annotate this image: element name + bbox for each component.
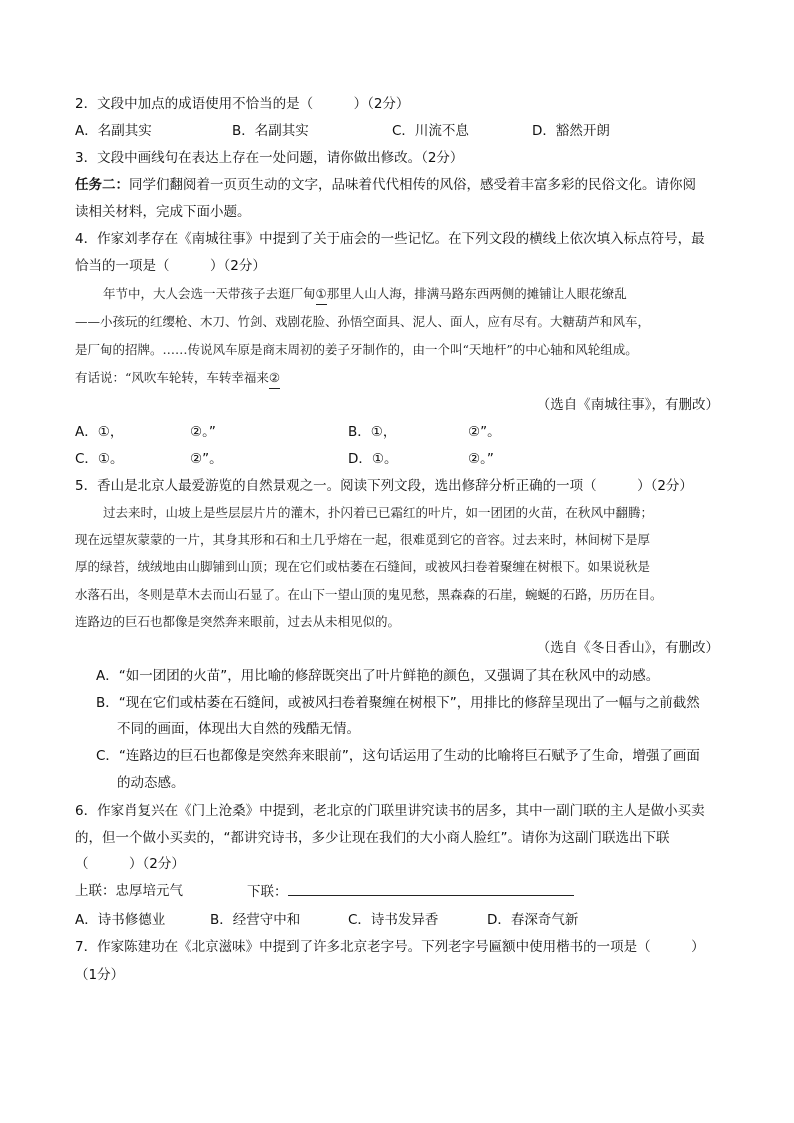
- q4-option-a-1: A．①，: [75, 424, 124, 440]
- q5-passage-line: 过去来时，山坡上是些层层片片的灌木，扑闪着已已霜红的叶片，如一团团的火苗，在秋风中翻腾；: [103, 505, 654, 520]
- q7-stem: 7．作家陈建功在《北京滋味》中提到了许多北京老字号。下列老字号匾额中使用楷书的一项是（ ）: [75, 939, 705, 955]
- q4-option-a-2: ②。”: [190, 424, 216, 440]
- task2-intro: [75, 175, 696, 195]
- q5-option-c-cont: 的动态感。: [117, 775, 185, 791]
- q4-passage-line: 年节中，大人会选一天带孩子去逛厂甸①那里人山人海，排满马路东西两侧的摊铺让人眼花缭乱: [103, 284, 627, 305]
- q4-passage-line: 是厂甸的招牌。……传说风车原是商末周初的姜子牙制作的，由一个叫“天地杆”的中心轴和风轮组成。: [75, 342, 638, 357]
- q5-option-a: A．“如一团团的火苗”，用比喻的修辞既突出了叶片鲜艳的颜色，又强调了其在秋风中的动感。: [96, 668, 660, 684]
- task2-text: 同学们翻阅着一页页生动的文字，品味着代代相传的风俗，感受着丰富多彩的民俗文化。请你阅: [129, 177, 696, 193]
- q4-source: （选自《南城往事》，有删改）: [536, 397, 719, 413]
- q6-option-d: D．春深奇气新: [487, 912, 579, 928]
- q6-upper-couplet: 上联：忠厚培元气: [75, 883, 183, 899]
- q4-option-d-1: D．①。: [348, 451, 398, 467]
- q5-source: （选自《冬日香山》，有删改）: [536, 640, 719, 656]
- q5-option-b-cont: 不同的画面，体现出大自然的残酷无情。: [117, 721, 360, 737]
- q6-option-a: A．诗书修德业: [75, 912, 166, 928]
- q5-option-c: C．“连路边的巨石也都像是突然奔来眼前”，这句话运用了生动的比喻将巨石赋予了生命，增强了画面: [96, 748, 700, 764]
- q6-stem-cont: （ ）（2分）: [75, 856, 185, 872]
- task2-label: 任务二：: [75, 177, 129, 193]
- q7-stem-cont: （1分）: [75, 967, 125, 983]
- q4-blank-1: ①: [316, 284, 327, 305]
- q6-answer-blank[interactable]: [288, 881, 574, 896]
- q2-option-b: B．名副其实: [232, 123, 309, 139]
- q4-stem-cont: 恰当的一项是（ ）（2分）: [75, 258, 266, 274]
- q5-passage-line: 水落石出，冬则是草木去而山石显了。在山下一望山顶的鬼见愁，黑森森的石崖，蜿蜒的石路，历历在目。: [75, 587, 663, 602]
- q4-option-c-1: C．①。: [75, 451, 124, 467]
- q2-option-c: C．川流不息: [392, 123, 469, 139]
- q4-stem: 4．作家刘孝存在《南城往事》中提到了关于庙会的一些记忆。在下列文段的横线上依次填入标点符号，最: [75, 231, 705, 247]
- q5-stem: 5．香山是北京人最爱游览的自然景观之一。阅读下列文段，选出修辞分析正确的一项（ ）（2分）: [75, 478, 693, 494]
- q5-passage-line: 连路边的巨石也都像是突然奔来眼前，过去从未相见似的。: [75, 614, 401, 629]
- q6-lower-label: 下联：: [247, 884, 288, 900]
- q5-passage-line: 厚的绿苔，绒绒地由山脚铺到山顶；现在它们或枯萎在石缝间，或被风扫卷着聚缠在树根下。如果说秋是: [75, 559, 651, 574]
- q4-blank-2: ②: [269, 368, 280, 389]
- q6-stem-cont: 的，但一个做小买卖的，“都讲究诗书，多少让现在我们的大小商人脸红”。请你为这副门联选出下联: [75, 830, 670, 846]
- q2-option-a: A．名副其实: [75, 123, 152, 139]
- q4-passage-line: 有话说：“风吹车轮转，车转幸福来②: [75, 368, 280, 389]
- q2-stem: 2．文段中加点的成语使用不恰当的是（ ）（2分）: [75, 96, 410, 112]
- q6-option-c: C．诗书发异香: [348, 912, 439, 928]
- q4-option-d-2: ②。”: [468, 451, 494, 467]
- q3-stem: 3．文段中画线句在表达上存在一处问题，请你做出修改。（2分）: [75, 150, 464, 166]
- q5-passage-line: 现在远望灰蒙蒙的一片，其身其形和石和土几乎熔在一起，很难觅到它的音容。过去来时，林间树下是厚: [75, 532, 651, 547]
- q6-lower-couplet: [247, 881, 574, 902]
- q6-stem: 6．作家肖复兴在《门上沧桑》中提到，老北京的门联里讲究读书的居多，其中一副门联的主人是做小买卖: [75, 803, 705, 819]
- q2-option-d: D．豁然开朗: [532, 123, 610, 139]
- q4-option-b-1: B．①，: [348, 424, 397, 440]
- q6-option-b: B．经营守中和: [210, 912, 301, 928]
- q4-passage-line: ——小孩玩的红缨枪、木刀、竹剑、戏剧花脸、孙悟空面具、泥人、面人，应有尽有。大糖葫芦和风车，: [75, 314, 651, 329]
- q5-option-b: B．“现在它们或枯萎在石缝间，或被风扫卷着聚缠在树根下”，用排比的修辞呈现出了一幅与之前截然: [96, 695, 700, 711]
- task2-intro-cont: 读相关材料，完成下面小题。: [75, 204, 251, 220]
- q4-option-c-2: ②”。: [190, 451, 223, 467]
- q4-option-b-2: ②”。: [468, 424, 501, 440]
